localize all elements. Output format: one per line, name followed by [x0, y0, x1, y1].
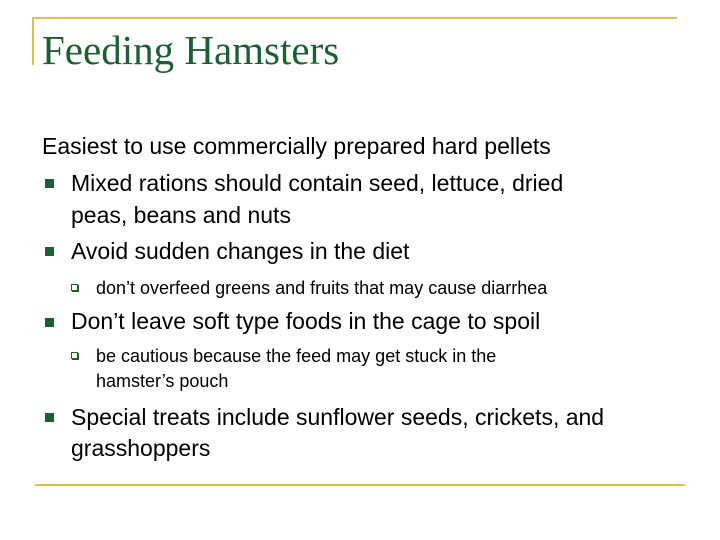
square-bullet-icon [45, 318, 54, 327]
bullet-4-line-2: grasshoppers [71, 435, 211, 461]
bullet-3-sub-line-1: be cautious because the feed may get stuck in the [96, 346, 497, 366]
bullet-2-text: Avoid sudden changes in the diet [71, 238, 410, 264]
title-frame-left-rule [32, 17, 34, 65]
bullet-1-line-1: Mixed rations should contain seed, lettuce, dried [71, 170, 564, 196]
hollow-square-bullet-icon [71, 352, 78, 359]
square-bullet-icon [45, 179, 54, 188]
slide-title: Feeding Hamsters [42, 27, 340, 73]
square-bullet-icon [45, 247, 54, 256]
title-frame-top-rule [32, 17, 677, 19]
hollow-square-bullet-icon [71, 284, 78, 291]
bullet-2-sub-text: don’t overfeed greens and fruits that may cause diarrhea [96, 278, 548, 298]
bottom-rule [35, 484, 685, 486]
bullet-3-sub-line-2: hamster’s pouch [96, 371, 229, 391]
bullet-1-line-2: peas, beans and nuts [71, 202, 291, 228]
bullet-3-text: Don’t leave soft type foods in the cage to spoil [71, 308, 541, 334]
bullet-4-line-1: Special treats include sunflower seeds, crickets, and [71, 404, 605, 430]
intro-text: Easiest to use commercially prepared hard pellets [42, 133, 551, 159]
square-bullet-icon [45, 413, 54, 422]
